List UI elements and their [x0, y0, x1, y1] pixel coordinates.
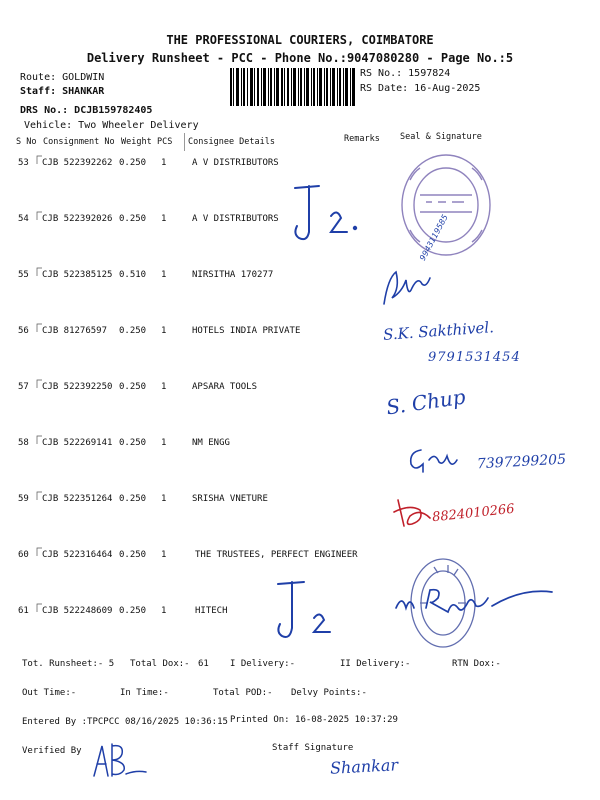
signature-row55: [378, 258, 458, 318]
footer-totals: [0, 659, 600, 673]
col-consignee: Consignee Details: [188, 137, 275, 147]
runsheet-subtitle: Delivery Runsheet - PCC - Phone No.:9047080280 - Page No.:5: [86, 51, 514, 65]
row-sno: 60: [18, 550, 29, 560]
row-sno: 61: [18, 606, 29, 616]
footer-times: [0, 688, 600, 702]
verified-signature: [90, 740, 150, 780]
staff-label: Staff: SHANKAR: [20, 86, 105, 97]
in-time: In Time:-: [120, 688, 169, 698]
i-delivery: I Delivery:-: [230, 659, 296, 669]
row-consignment: CJB 522269141: [42, 438, 113, 448]
staff-signature-label: Staff Signature: [272, 743, 354, 753]
row-weight: 0.250: [119, 382, 147, 392]
row-consignment: CJB 522248609: [42, 606, 113, 616]
row-consignee: A V DISTRIBUTORS: [192, 214, 279, 224]
row-sno: 55: [18, 270, 29, 280]
total-dox: Total Dox:-: [130, 659, 190, 669]
row-weight: 0.250: [119, 214, 147, 224]
header-divider: [184, 133, 185, 151]
signature-row58: [405, 440, 475, 480]
handwritten-phone-row58: 7397299205: [476, 451, 567, 473]
handwritten-name-row56: S.K. Sakthivel.: [382, 318, 495, 344]
verified-by: Verified By: [22, 746, 82, 756]
delvy-points: Delvy Points:-: [291, 688, 367, 698]
table-row: [0, 270, 600, 327]
row-weight: 0.250: [119, 606, 147, 616]
handwritten-phone-row56: 9791531454: [428, 350, 521, 365]
handwritten-phone-row55: 9943119585: [418, 213, 450, 263]
row-consignment: CJB 522316464: [42, 550, 113, 560]
row-pcs: 1: [161, 326, 167, 336]
j2-signature-bottom: [268, 578, 348, 648]
row-consignee: HITECH: [195, 606, 228, 616]
col-consignment: Consignment No: [43, 137, 115, 147]
handwritten-phone-row59: 8824010266: [431, 501, 516, 526]
row-weight: 0.250: [119, 438, 147, 448]
row-pcs: 1: [161, 438, 167, 448]
row-pcs: 1: [161, 550, 167, 560]
row-pcs: 1: [161, 606, 167, 616]
row-consignee: HOTELS INDIA PRIVATE: [192, 326, 301, 336]
row-pcs: 1: [161, 158, 167, 168]
row-bracket-marks: [34, 150, 44, 620]
rs-date: RS Date: 16-Aug-2025: [360, 83, 481, 94]
ii-delivery: II Delivery:-: [340, 659, 411, 669]
total-dox-value: 61: [198, 659, 209, 669]
row-sno: 59: [18, 494, 29, 504]
col-seal-signature: Seal & Signature: [400, 132, 482, 142]
row-pcs: 1: [161, 382, 167, 392]
row-weight: 0.250: [119, 326, 147, 336]
company-title: THE PROFESSIONAL COURIERS, COIMBATORE: [166, 33, 434, 47]
signature-row61: [392, 578, 562, 623]
rtn-dox: RTN Dox:-: [452, 659, 501, 669]
total-pod: Total POD:-: [213, 688, 273, 698]
row-pcs: 1: [161, 270, 167, 280]
row-consignee: NIRSITHA 170277: [192, 270, 274, 280]
drs-number: DRS No.: DCJB159782405: [20, 105, 153, 116]
row-consignee: A V DISTRIBUTORS: [192, 158, 279, 168]
row-consignment: CJB 522392026: [42, 214, 113, 224]
table-row: [0, 382, 600, 439]
row-consignment: CJB 522351264: [42, 494, 113, 504]
row-sno: 53: [18, 158, 29, 168]
col-sno: S No: [16, 137, 37, 147]
row-consignment: CJB 522392250: [42, 382, 113, 392]
col-pcs: PCS: [157, 137, 173, 147]
rs-number: RS No.: 1597824: [360, 68, 451, 79]
row-sno: 56: [18, 326, 29, 336]
row-weight: 0.250: [119, 158, 147, 168]
row-pcs: 1: [161, 494, 167, 504]
route-label: Route: GOLDWIN: [20, 72, 105, 83]
row-consignee: THE TRUSTEES, PERFECT ENGINEER: [195, 550, 358, 560]
row-consignee: APSARA TOOLS: [192, 382, 258, 392]
row-consignment: CJB 522392262: [42, 158, 113, 168]
row-weight: 0.510: [119, 270, 147, 280]
tot-runsheet: Tot. Runsheet:- 5: [22, 659, 115, 669]
printed-on: Printed On: 16-08-2025 10:37:29: [230, 715, 398, 725]
vehicle-label: Vehicle: Two Wheeler Delivery: [24, 120, 199, 131]
row-consignee: SRISHA VNETURE: [192, 494, 268, 504]
staff-handwritten-signature: Shankar: [329, 755, 399, 778]
entered-by: Entered By :TPCPCC 08/16/2025 10:36:15: [22, 717, 228, 727]
handwritten-sign-row57: S. Chup: [384, 384, 467, 420]
j2-signature-top: [285, 180, 365, 250]
col-remarks: Remarks: [344, 134, 380, 144]
col-weight: Weight: [121, 137, 152, 147]
distributor-stamp: [398, 150, 494, 263]
barcode: [230, 68, 355, 106]
row-weight: 0.250: [119, 550, 147, 560]
row-weight: 0.250: [119, 494, 147, 504]
row-pcs: 1: [161, 214, 167, 224]
row-consignment: CJB 522385125: [42, 270, 113, 280]
row-sno: 58: [18, 438, 29, 448]
row-consignee: NM ENGG: [192, 438, 230, 448]
row-consignment: CJB 81276597: [42, 326, 108, 336]
row-sno: 57: [18, 382, 29, 392]
out-time: Out Time:-: [22, 688, 77, 698]
row-sno: 54: [18, 214, 29, 224]
